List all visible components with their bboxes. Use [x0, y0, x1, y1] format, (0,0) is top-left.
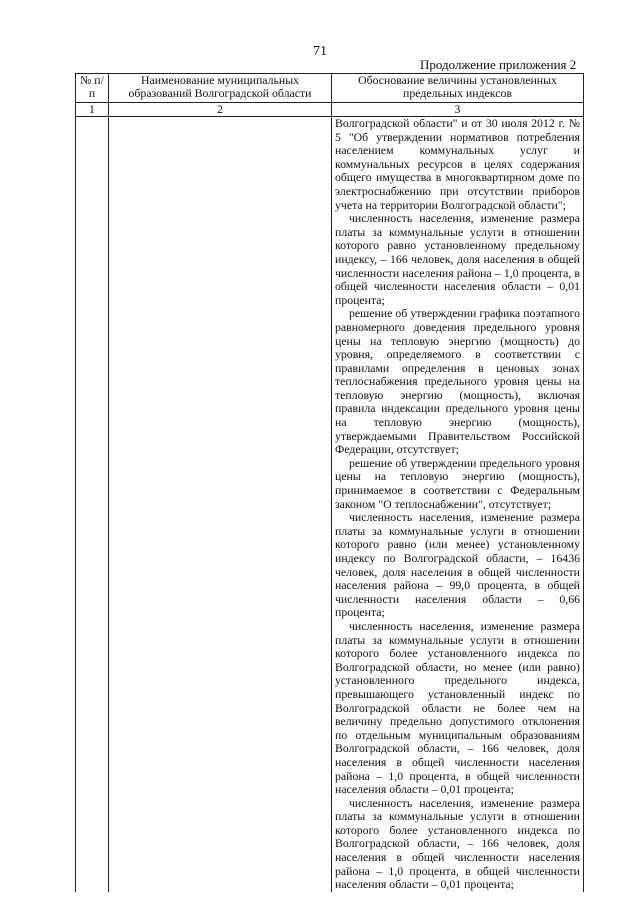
column-number-1: 1: [76, 103, 109, 117]
column-header-municipality: Наименование муниципальных образований Волгоградской области: [109, 74, 332, 103]
paragraph: численность населения, изменение размера платы за коммунальные услуги в отношении которого более установленного индекса по Волгоградской области, но менее (или равно) установленного предельного индекса, превышающего установленный индекс по Волгоградской области не более чем на величину предельно допустимого отклонения по отдельным муниципальным образованиям Волгоградской области, – 166 человек, доля населения в общей численности населения района – 1,0 процента, в общей численности населения области – 0,01 процента;: [335, 618, 580, 797]
column-header-justification: Обоснование величины установленных предельных индексов: [332, 74, 584, 103]
page-number: 71: [313, 44, 327, 59]
paragraph: численность населения, изменение размера платы за коммунальные услуги в отношении которого равно установленному предельному индексу, – 166 человек, доля населения в общей численности населения района – 1,0 процента, в общей численности населения области – 0,01 процента;: [335, 211, 580, 307]
municipality-cell: [109, 117, 332, 892]
justification-text: [335, 117, 580, 892]
number-cell: [76, 117, 109, 892]
paragraph: решение об утверждении графика поэтапного равномерного доведения предельного уровня цены на тепловую энергию (мощность) до уровня, определяемого в соответствии с правилами определения в ценовых зонах теплоснабжения предельного уровня цены на тепловую энергию (мощность), включая правила индексации предельного уровня цены на тепловую энергию (мощность), утверждаемыми Правительством Российской Федерации, отсутствует;: [335, 306, 580, 457]
appendix-continuation-note: Продолжение приложения 2: [420, 57, 577, 72]
table-header-row: [76, 74, 584, 103]
paragraph: численность населения, изменение размера платы за коммунальные услуги в отношении которого равно (или менее) установленному индексу по Волгоградской области, – 16436 человек, доля населения в общей численности населения района – 99,0 процента, в общей численности населения области – 0,66 процента;: [335, 510, 580, 620]
column-number-2: 2: [109, 103, 332, 117]
column-header-number: № п/п: [76, 74, 109, 103]
paragraph: численность населения, изменение размера платы за коммунальные услуги в отношении которого более установленного индекса по Волгоградской области, – 166 человек, доля населения в общей численности населения района – 1,0 процента, в общей численности населения области – 0,01 процента;: [335, 795, 580, 892]
table-row: [76, 117, 584, 892]
justification-cell: [332, 117, 584, 892]
column-number-3: 3: [332, 103, 584, 117]
paragraph: решение об утверждении предельного уровня цены на тепловую энергию (мощность), принимаемое в соответствии с Федеральным законом "О теплоснабжении", отсутствует;: [335, 455, 580, 511]
column-number-row: [76, 103, 584, 117]
paragraph: Волгоградской области" и от 30 июля 2012 г. № 5 "Об утверждении нормативов потребления населением коммунальных услуг и коммунальных ресурсов в целях содержания общего имущества в многоквартирном доме по электроснабжению при отсутствии приборов учета на территории Волгоградской области";: [335, 116, 580, 212]
appendix-table: [75, 73, 584, 892]
